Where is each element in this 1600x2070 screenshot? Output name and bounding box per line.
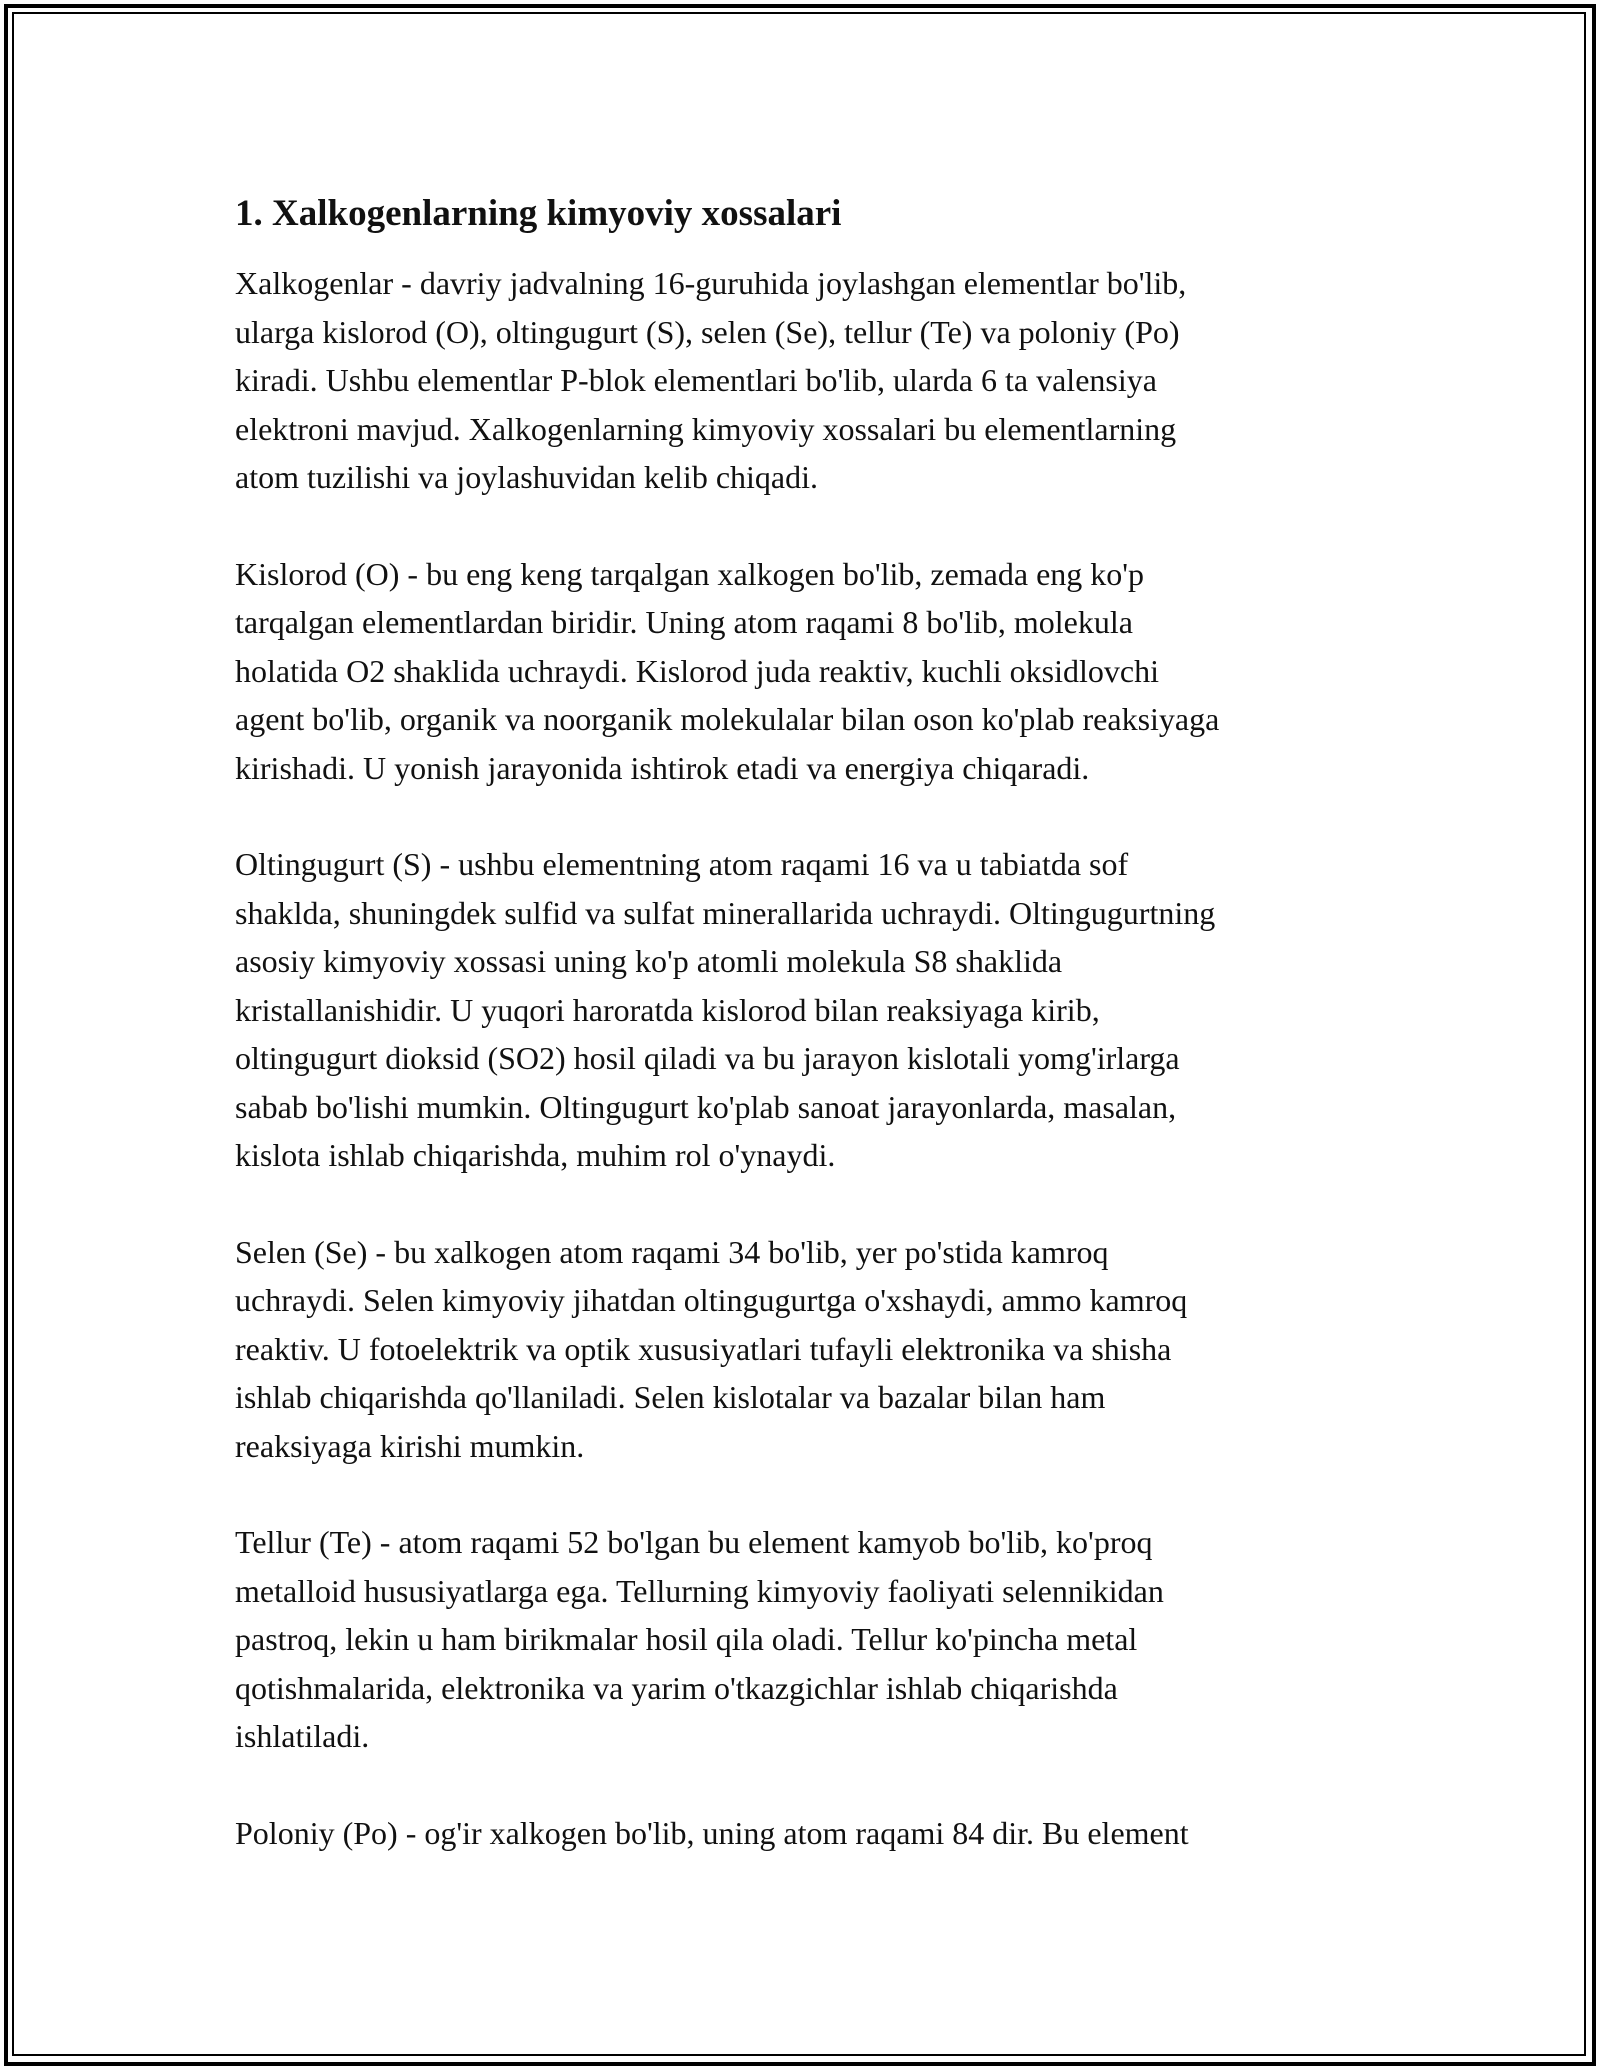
- text-line: kirishadi. U yonish jarayonida ishtirok etadi va energiya chiqaradi.: [235, 749, 1090, 786]
- text-line: holatida O2 shaklida uchraydi. Kislorod juda reaktiv, kuchli oksidlovchi: [235, 652, 1159, 689]
- text-line: tarqalgan elementlardan biridir. Uning atom raqami 8 bo'lib, molekula: [235, 604, 1133, 640]
- text-line: pastroq, lekin u ham birikmalar hosil qila oladi. Tellur ko'pincha metal: [235, 1621, 1138, 1657]
- paragraph: [235, 259, 1375, 502]
- paragraph: [235, 550, 1375, 793]
- paragraph: [235, 1518, 1375, 1761]
- paragraph: [235, 840, 1375, 1180]
- text-line: ishlatiladi.: [235, 1718, 370, 1754]
- text-line: elektroni mavjud. Xalkogenlarning kimyoviy xossalari bu elementlarning: [235, 410, 1177, 447]
- text-line: sabab bo'lishi mumkin. Oltingugurt ko'plab sanoat jarayonlarda, masalan,: [235, 1088, 1177, 1125]
- text-line: shaklda, shuningdek sulfid va sulfat minerallarida uchraydi. Oltingugurtning: [235, 894, 1216, 931]
- document-body: [235, 188, 1375, 1905]
- section-heading: 1. Xalkogenlarning kimyoviy xossalari: [235, 193, 842, 234]
- text-line: Kislorod (O) - bu eng keng tarqalgan xalkogen bo'lib, zemada eng ko'p: [235, 555, 1145, 592]
- paragraph-list: [235, 259, 1375, 1857]
- text-line: kristallanishidir. U yuqori haroratda kislorod bilan reaksiyaga kirib,: [235, 991, 1100, 1028]
- text-line: qotishmalarida, elektronika va yarim o'tkazgichlar ishlab chiqarishda: [235, 1669, 1118, 1706]
- paragraph: [235, 1228, 1375, 1471]
- text-line: asosiy kimyoviy xossasi uning ko'p atomli molekula S8 shaklida: [235, 943, 1063, 979]
- text-line: kiradi. Ushbu elementlar P-blok elementlari bo'lib, ularda 6 ta valensiya: [235, 362, 1157, 398]
- text-line: metalloid hususiyatlarga ega. Tellurning kimyoviy faoliyati selennikidan: [235, 1572, 1164, 1609]
- text-line: Oltingugurt (S) - ushbu elementning atom raqami 16 va u tabiatda sof: [235, 846, 1129, 882]
- text-line: Selen (Se) - bu xalkogen atom raqami 34 bo'lib, yer po'stida kamroq: [235, 1233, 1109, 1270]
- text-line: kislota ishlab chiqarishda, muhim rol o'ynaydi.: [235, 1137, 836, 1173]
- text-line: Xalkogenlar - davriy jadvalning 16-guruhida joylashgan elementlar bo'lib,: [235, 265, 1187, 301]
- text-line: oltingugurt dioksid (SO2) hosil qiladi va bu jarayon kislotali yomg'irlarga: [235, 1040, 1180, 1076]
- text-line: Tellur (Te) - atom raqami 52 bo'lgan bu element kamyob bo'lib, ko'proq: [235, 1524, 1153, 1560]
- text-line: ularga kislorod (O), oltingugurt (S), selen (Se), tellur (Te) va poloniy (Po): [235, 313, 1180, 350]
- text-line: agent bo'lib, organik va noorganik molekulalar bilan oson ko'plab reaksiyaga: [235, 701, 1220, 737]
- text-line: reaksiyaga kirishi mumkin.: [235, 1427, 585, 1464]
- text-line: Poloniy (Po) - og'ir xalkogen bo'lib, uning atom raqami 84 dir. Bu element: [235, 1814, 1189, 1851]
- text-line: reaktiv. U fotoelektrik va optik xususiyatlari tufayli elektronika va shisha: [235, 1330, 1172, 1367]
- paragraph: [235, 1809, 1375, 1858]
- text-line: atom tuzilishi va joylashuvidan kelib chiqadi.: [235, 459, 818, 495]
- text-line: ishlab chiqarishda qo'llaniladi. Selen kislotalar va bazalar bilan ham: [235, 1379, 1106, 1415]
- text-line: uchraydi. Selen kimyoviy jihatdan oltingugurtga o'xshaydi, ammo kamroq: [235, 1282, 1188, 1318]
